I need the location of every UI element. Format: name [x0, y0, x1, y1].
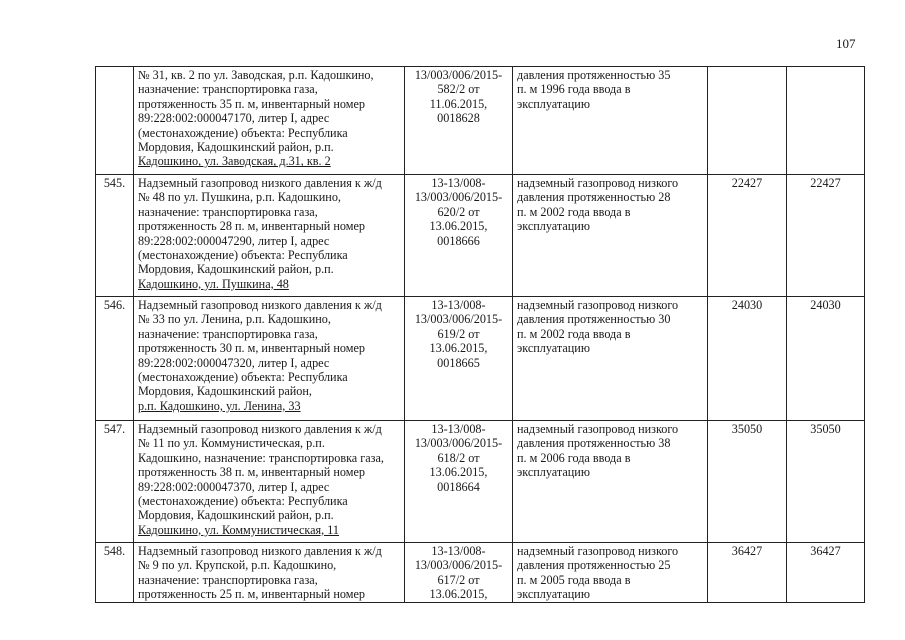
cell-line: Кадошкино, ул. Заводская, д.31, кв. 2	[138, 154, 331, 169]
cell-line: эксплуатацию	[517, 341, 590, 356]
cell-line: 89:228:002:000047370, литер I, адрес	[138, 479, 330, 494]
row-number-cell	[96, 175, 134, 297]
cell-line: надземный газопровод низкого	[517, 544, 679, 558]
cell-line: № 48 по ул. Пушкина, р.п. Кадошкино,	[138, 190, 341, 205]
cell-line: 618/2 от	[437, 450, 480, 465]
cell-line: 36427	[810, 544, 841, 558]
residual-value-cell	[787, 543, 865, 603]
residual-value-cell	[787, 421, 865, 543]
cell-line: 546.	[103, 298, 126, 312]
cell-line: 89:228:002:000047290, литер I, адрес	[138, 233, 330, 248]
cell-line: 13/003/006/2015-	[414, 312, 503, 327]
cell-line: 89:228:002:000047320, литер I, адрес	[138, 355, 330, 370]
cell-line: 617/2 от	[437, 572, 480, 587]
cell-line: 35050	[810, 422, 841, 436]
cell-line: надземный газопровод низкого	[517, 422, 679, 436]
cell-line: 24030	[810, 298, 841, 312]
cell-line: Мордовия, Кадошкинский район, р.п.	[138, 508, 334, 523]
cell-line: надземный газопровод низкого	[517, 298, 679, 312]
row-number-cell	[96, 421, 134, 543]
cell-line: 13-13/008-	[431, 544, 486, 558]
cell-line: давления протяженностью 25	[517, 558, 671, 573]
balance-value-cell	[708, 421, 787, 543]
object-description-cell	[134, 543, 405, 603]
cell-line: 89:228:002:000047170, литер I, адрес	[138, 111, 330, 126]
cell-line: 22427	[810, 176, 841, 190]
cell-line: 35050	[731, 422, 763, 436]
cell-line: эксплуатацию	[517, 219, 590, 234]
cell-line: (местонахождение) объекта: Республика	[138, 125, 348, 140]
registration-record-cell	[405, 67, 513, 175]
cell-line: 545.	[103, 176, 126, 190]
cell-line: р.п. Кадошкино, ул. Ленина, 33	[138, 398, 301, 413]
cell-line: 13-13/008-	[431, 176, 486, 190]
row-number-cell	[96, 543, 134, 603]
cell-line: 0018666	[437, 233, 480, 248]
cell-line: 24030	[731, 298, 763, 312]
balance-value-cell	[708, 543, 787, 603]
balance-value-cell	[708, 297, 787, 421]
cell-line: протяженность 28 п. м, инвентарный номер	[138, 219, 365, 234]
cell-line: (местонахождение) объекта: Республика	[138, 248, 348, 263]
cell-line: 547.	[103, 422, 126, 436]
cell-line: 0018664	[437, 479, 480, 494]
cell-line: 13/003/006/2015-	[414, 68, 503, 82]
cell-line: протяженность 38 п. м, инвентарный номер	[138, 465, 365, 480]
cell-line: 13-13/008-	[431, 298, 486, 312]
property-registry-table	[95, 66, 865, 603]
cell-line: давления протяженностью 38	[517, 436, 671, 451]
table-row	[96, 175, 865, 297]
cell-line: Мордовия, Кадошкинский район, р.п.	[138, 140, 334, 155]
page-number: 107	[836, 36, 856, 51]
registration-record-cell	[405, 297, 513, 421]
table-row	[96, 421, 865, 543]
table-row	[96, 297, 865, 421]
cell-line: назначение: транспортировка газа,	[138, 326, 318, 341]
cell-line: эксплуатацию	[517, 587, 590, 602]
cell-line: п. м 2002 года ввода в	[517, 326, 631, 341]
cell-line: протяженность 30 п. м, инвентарный номер	[138, 341, 365, 356]
cell-line: (местонахождение) объекта: Республика	[138, 494, 348, 509]
balance-value-cell	[708, 67, 787, 175]
characteristics-cell	[513, 297, 708, 421]
cell-line: давления протяженностью 30	[517, 312, 671, 327]
cell-line: Надземный газопровод низкого давления к ж/д	[138, 422, 382, 436]
cell-line: давления протяженностью 28	[517, 190, 671, 205]
cell-line: Кадошкино, ул. Пушкина, 48	[138, 276, 289, 291]
cell-line: п. м 1996 года ввода в	[517, 82, 631, 97]
characteristics-cell	[513, 67, 708, 175]
cell-line: № 31, кв. 2 по ул. Заводская, р.п. Кадошкино,	[138, 68, 374, 82]
cell-line: (местонахождение) объекта: Республика	[138, 370, 348, 385]
cell-line: 11.06.2015,	[429, 96, 488, 111]
characteristics-cell	[513, 421, 708, 543]
object-description-cell	[134, 175, 405, 297]
object-description-cell	[134, 67, 405, 175]
cell-line: эксплуатацию	[517, 465, 590, 480]
cell-line: № 33 по ул. Ленина, р.п. Кадошкино,	[138, 312, 331, 327]
cell-line: 13/003/006/2015-	[414, 558, 503, 573]
table-row	[96, 67, 865, 175]
cell-line: 13.06.2015,	[429, 219, 488, 234]
cell-line: давления протяженностью 35	[517, 68, 671, 82]
cell-line: п. м 2006 года ввода в	[517, 450, 631, 465]
cell-line: назначение: транспортировка газа,	[138, 204, 318, 219]
cell-line: 0018628	[437, 111, 480, 126]
cell-line: п. м 2002 года ввода в	[517, 204, 631, 219]
cell-line: 13.06.2015,	[429, 341, 488, 356]
characteristics-cell	[513, 175, 708, 297]
cell-line: Кадошкино, ул. Коммунистическая, 11	[138, 522, 339, 537]
cell-line: назначение: транспортировка газа,	[138, 572, 318, 587]
cell-line: назначение: транспортировка газа,	[138, 82, 318, 97]
table-row	[96, 543, 865, 603]
cell-line: 620/2 от	[437, 204, 480, 219]
row-number-cell	[96, 67, 134, 175]
cell-line: Надземный газопровод низкого давления к ж/д	[138, 544, 382, 558]
object-description-cell	[134, 421, 405, 543]
cell-line: № 11 по ул. Коммунистическая, р.п.	[138, 436, 325, 451]
residual-value-cell	[787, 297, 865, 421]
registration-record-cell	[405, 543, 513, 603]
residual-value-cell	[787, 175, 865, 297]
balance-value-cell	[708, 175, 787, 297]
cell-line: 13.06.2015,	[429, 465, 488, 480]
cell-line: протяженность 25 п. м, инвентарный номер	[138, 587, 365, 602]
cell-line: 13-13/008-	[431, 422, 486, 436]
object-description-cell	[134, 297, 405, 421]
cell-line: 0018665	[437, 355, 480, 370]
cell-line: Надземный газопровод низкого давления к ж/д	[138, 298, 382, 312]
cell-line: № 9 по ул. Крупской, р.п. Кадошкино,	[138, 558, 337, 573]
cell-line: 13/003/006/2015-	[414, 436, 503, 451]
cell-line: 22427	[731, 176, 763, 190]
cell-line: 619/2 от	[437, 326, 480, 341]
cell-line: Надземный газопровод низкого давления к ж/д	[138, 176, 382, 190]
cell-line: эксплуатацию	[517, 96, 590, 111]
cell-line: п. м 2005 года ввода в	[517, 572, 631, 587]
characteristics-cell	[513, 543, 708, 603]
cell-line: протяженность 35 п. м, инвентарный номер	[138, 96, 365, 111]
row-number-cell	[96, 297, 134, 421]
registration-record-cell	[405, 175, 513, 297]
cell-line: 13/003/006/2015-	[414, 190, 503, 205]
cell-line: 548.	[103, 544, 126, 558]
cell-line: Кадошкино, назначение: транспортировка газа,	[138, 450, 384, 465]
cell-line: Мордовия, Кадошкинский район,	[138, 384, 312, 399]
cell-line: 582/2 от	[437, 82, 480, 97]
cell-line: 36427	[731, 544, 763, 558]
cell-line: Мордовия, Кадошкинский район, р.п.	[138, 262, 334, 277]
registration-record-cell	[405, 421, 513, 543]
residual-value-cell	[787, 67, 865, 175]
cell-line: 13.06.2015,	[429, 587, 488, 602]
cell-line: надземный газопровод низкого	[517, 176, 679, 190]
